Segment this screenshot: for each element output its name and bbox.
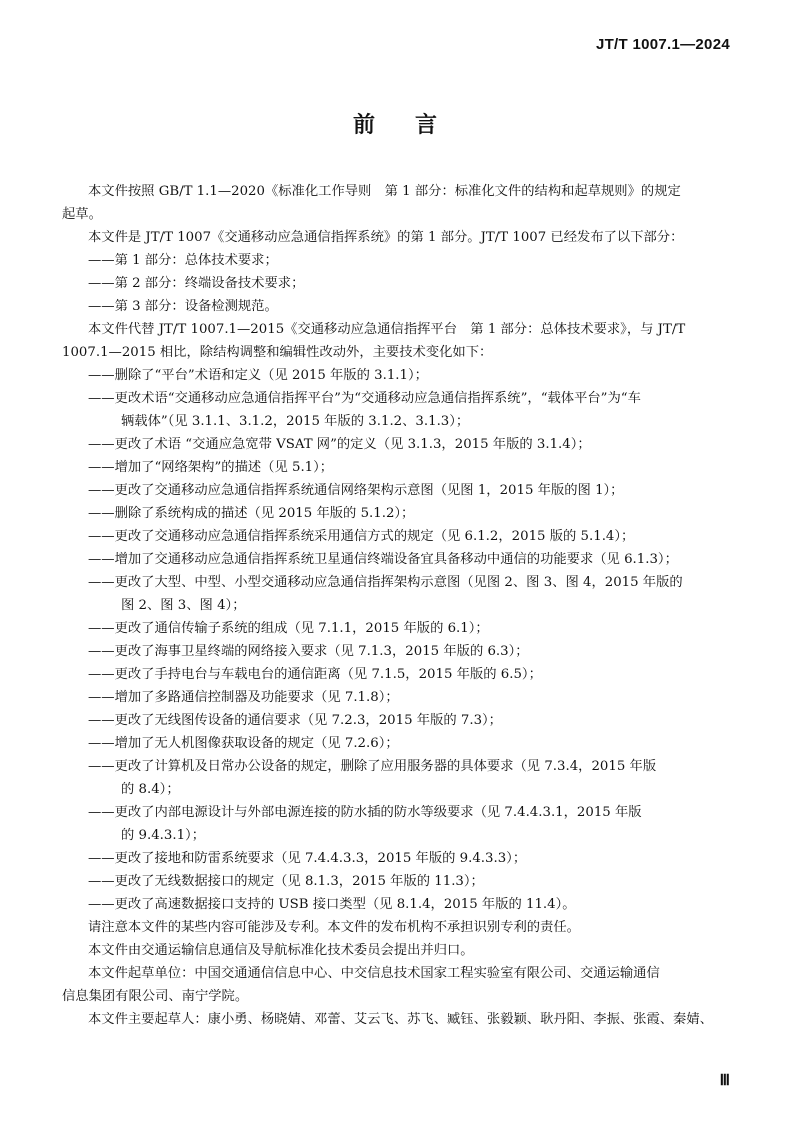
- closing-paragraph-line-continued: 信息集团有限公司、南宁学院。: [62, 989, 249, 1004]
- paragraph-line-continued: 起草。: [62, 207, 102, 222]
- change-item: [88, 640, 738, 663]
- paragraph-line: 本文件按照 GB/T 1.1—2020《标准化工作导则 第 1 部分：标准化文件的结构和起草规则》的规定: [88, 184, 681, 199]
- change-item-line: ——增加了“网络架构”的描述（见 5.1）；: [88, 460, 334, 475]
- closing-paragraph: [88, 939, 738, 962]
- page-number: Ⅲ: [719, 1073, 730, 1089]
- closing-paragraph: [88, 916, 738, 939]
- change-item: [88, 364, 738, 387]
- closing-paragraph: [88, 1008, 738, 1031]
- change-item-line: ——更改术语“交通移动应急通信指挥平台”为“交通移动应急通信指挥系统”，“载体平台”为“车: [88, 391, 641, 406]
- change-item-line: ——更改了通信传输子系统的组成（见 7.1.1，2015 年版的 6.1）；: [88, 621, 489, 636]
- document-number: JT/T 1007.1—2024: [595, 36, 730, 53]
- change-item: [88, 663, 738, 686]
- paragraph-line: 本文件是 JT/T 1007《交通移动应急通信指挥系统》的第 1 部分。JT/T 1007 已经发布了以下部分：: [88, 230, 684, 245]
- paragraph: [88, 272, 738, 295]
- change-item-line-continued: 辆载体”（见 3.1.1、3.1.2，2015 年版的 3.1.2、3.1.3）；: [121, 414, 470, 429]
- change-item-line: ——更改了交通移动应急通信指挥系统采用通信方式的规定（见 6.1.2，2015 版的 5.1.4）；: [88, 529, 635, 544]
- change-item: [88, 847, 738, 870]
- page-title: 前言: [352, 113, 477, 138]
- change-item: [88, 502, 738, 525]
- paragraph-line: 本文件代替 JT/T 1007.1—2015《交通移动应急通信指挥平台 第 1 部分：总体技术要求》，与 JT/T: [88, 322, 686, 337]
- paragraph-line: ——第 3 部分：设备检测规范。: [88, 299, 278, 314]
- change-item: [88, 479, 738, 502]
- change-item-line: ——删除了“平台”术语和定义（见 2015 年版的 3.1.1）；: [88, 368, 428, 383]
- change-item: [88, 755, 738, 801]
- change-item-line-continued: 的 9.4.3.1）；: [121, 828, 205, 843]
- change-item: [88, 548, 738, 571]
- paragraph-line: ——第 2 部分：终端设备技术要求；: [88, 276, 305, 291]
- change-item: [88, 617, 738, 640]
- change-item-line: ——更改了计算机及日常办公设备的规定，删除了应用服务器的具体要求（见 7.3.4，2015 年版: [88, 759, 657, 774]
- change-item-line: ——更改了海事卫星终端的网络接入要求（见 7.1.3，2015 年版的 6.3）；: [88, 644, 529, 659]
- change-item-line: ——更改了接地和防雷系统要求（见 7.4.4.3.3，2015 年版的 9.4.3.3）；: [88, 851, 527, 866]
- change-item: [88, 801, 738, 847]
- change-item: [88, 387, 738, 433]
- change-item-line: ——增加了多路通信控制器及功能要求（见 7.1.8）；: [88, 690, 399, 705]
- closing-paragraph-line: 本文件起草单位：中国交通通信信息中心、中交信息技术国家工程实验室有限公司、交通运输通信: [88, 966, 660, 981]
- change-item: [88, 456, 738, 479]
- paragraph: [88, 249, 738, 272]
- closing-paragraph-line: 本文件主要起草人：康小勇、杨晓婧、邓蕾、艾云飞、苏飞、臧钰、张毅颖、耿丹阳、李振、张霞、秦婧、: [88, 1012, 713, 1027]
- paragraph: [62, 318, 738, 364]
- change-item: [88, 525, 738, 548]
- change-item-line-continued: 图 2、图 3、图 4）；: [121, 598, 246, 613]
- change-item: [88, 571, 738, 617]
- paragraph: [88, 295, 738, 318]
- change-item-line: ——更改了术语 “交通应急宽带 VSAT 网”的定义（见 3.1.3，2015 年版的 3.1.4）；: [88, 437, 591, 452]
- change-item: [88, 433, 738, 456]
- change-item-line: ——更改了内部电源设计与外部电源连接的防水插的防水等级要求（见 7.4.4.3.1，2015 年版: [88, 805, 642, 820]
- change-item: [88, 732, 738, 755]
- change-item: [88, 893, 738, 916]
- paragraph-line: ——第 1 部分：总体技术要求；: [88, 253, 278, 268]
- closing-paragraph: [62, 962, 738, 1008]
- change-item-line: ——更改了手持电台与车载电台的通信距离（见 7.1.5，2015 年版的 6.5）；: [88, 667, 542, 682]
- change-item: [88, 709, 738, 732]
- change-item: [88, 870, 738, 893]
- change-item-line: ——删除了系统构成的描述（见 2015 年版的 5.1.2）；: [88, 506, 415, 521]
- closing-paragraph-line: 请注意本文件的某些内容可能涉及专利。本文件的发布机构不承担识别专利的责任。: [88, 920, 580, 935]
- closing-paragraph-line: 本文件由交通运输信息通信及导航标准化技术委员会提出并归口。: [88, 943, 474, 958]
- change-item: [88, 686, 738, 709]
- paragraph-line-continued: 1007.1—2015 相比，除结构调整和编辑性改动外，主要技术变化如下：: [62, 345, 493, 360]
- change-item-line: ——更改了高速数据接口支持的 USB 接口类型（见 8.1.4，2015 年版的 11.4）。: [88, 897, 576, 912]
- paragraph: [62, 180, 738, 226]
- change-item-line: ——增加了无人机图像获取设备的规定（见 7.2.6）；: [88, 736, 399, 751]
- change-item-line: ——更改了交通移动应急通信指挥系统通信网络架构示意图（见图 1，2015 年版的图 1）；: [88, 483, 624, 498]
- change-item-line: ——增加了交通移动应急通信指挥系统卫星通信终端设备宜具备移动中通信的功能要求（见 6.1.3）；: [88, 552, 678, 567]
- change-item-line: ——更改了无线图传设备的通信要求（见 7.2.3，2015 年版的 7.3）；: [88, 713, 502, 728]
- change-item-line-continued: 的 8.4）；: [121, 782, 180, 797]
- change-item-line: ——更改了无线数据接口的规定（见 8.1.3，2015 年版的 11.3）；: [88, 874, 484, 889]
- change-item-line: ——更改了大型、中型、小型交通移动应急通信指挥架构示意图（见图 2、图 3、图 4，2015 年版的: [88, 575, 683, 590]
- document-body: [62, 180, 738, 1031]
- paragraph: [88, 226, 738, 249]
